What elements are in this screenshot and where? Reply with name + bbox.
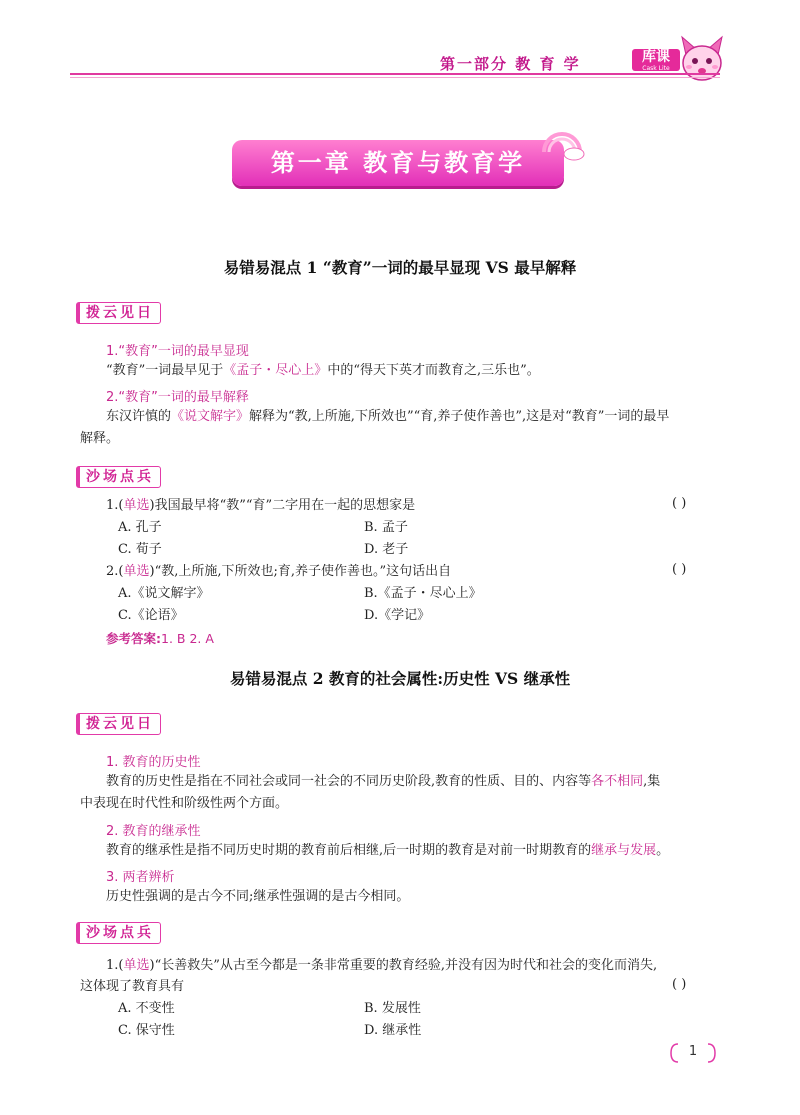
s2-point-3-heading: 3. 两者辨析	[106, 870, 175, 885]
tag-practice-2: 沙场点兵	[76, 922, 161, 944]
s1-point-2-text-line2: 解释。	[80, 431, 120, 446]
s2-q1-option-b: B. 发展性	[364, 1001, 421, 1016]
s2-p2-text: 教育的继承性是指不同历史时期的教育前后相继,后一时期的教育是对前一时期教育的	[106, 843, 592, 858]
q-type: 单选	[123, 958, 150, 973]
q-text: )“教,上所施,下所效也;育,养子使作善也。”这句话出自	[149, 564, 452, 579]
s2-question-1	[106, 956, 657, 976]
s2-p1-post: ,集	[643, 774, 661, 789]
s2-q1-option-a: A. 不变性	[118, 1001, 175, 1016]
s1-point-1-text	[106, 361, 540, 381]
q-type: 单选	[123, 498, 150, 513]
s2-point-1-heading: 1. 教育的历史性	[106, 755, 201, 770]
s2-p2-highlight: 继承与发展	[591, 843, 657, 858]
s1-p2-post: 解释为“教,上所施,下所效也”“育,养子使作善也”,这是对“教育”一词的最早	[249, 409, 670, 424]
s2-point-2-heading: 2. 教育的继承性	[106, 824, 201, 839]
tag-practice-1: 沙场点兵	[76, 466, 161, 488]
s1-q2-answer-blank: ( )	[672, 562, 687, 577]
running-header-title: 第一部分 教 育 学	[440, 55, 581, 73]
logo-subtext: Cask Lite	[642, 65, 670, 72]
logo-text: 库课	[642, 49, 670, 65]
s1-q2-option-a: A.《说文解字》	[118, 586, 210, 601]
s2-q1-answer-blank: ( )	[672, 977, 687, 992]
q-num: 1.(	[106, 958, 124, 973]
header-rule-thin	[70, 77, 720, 78]
s1-q1-answer-blank: ( )	[672, 496, 687, 511]
s1-q1-option-c: C. 荀子	[118, 542, 162, 557]
q-text: )我国最早将“教”“育”二字用在一起的思想家是	[149, 498, 416, 513]
s1-question-2	[106, 562, 451, 582]
tag-review-1: 拨云见日	[76, 302, 161, 324]
s1-p1-post: 中的“得天下英才而教育之,三乐也”。	[327, 363, 540, 378]
s1-q1-option-a: A. 孔子	[118, 520, 162, 535]
header-rule	[70, 73, 720, 75]
section-1-title: 易错易混点 1 “教育”一词的最早显现 VS 最早解释	[223, 258, 577, 277]
q-num: 2.(	[106, 564, 124, 579]
s1-point-2-text	[106, 407, 669, 427]
s2-p2-post: 。	[656, 843, 670, 858]
reference-answer	[106, 628, 214, 647]
s1-q2-option-b: B.《孟子・尽心上》	[364, 586, 482, 601]
s1-q2-option-c: C.《论语》	[118, 608, 184, 623]
tag-review-2: 拨云见日	[76, 713, 161, 735]
s1-point-1-heading: 1.“教育”一词的最早显现	[106, 344, 249, 359]
s2-p1-text: 教育的历史性是指在不同社会或同一社会的不同历史阶段,教育的性质、目的、内容等	[106, 774, 592, 789]
answer-text: 1. B 2. A	[161, 631, 214, 646]
rainbow-cloud-icon	[536, 124, 586, 164]
s1-p2-pre: 东汉许慎的	[106, 409, 172, 424]
s2-point-1-text	[106, 772, 660, 792]
s1-point-2-heading: 2.“教育”一词的最早解释	[106, 390, 249, 405]
answer-label: 参考答案:	[106, 631, 161, 646]
s2-p1-highlight: 各不相同	[591, 774, 644, 789]
q-num: 1.(	[106, 498, 124, 513]
s1-p2-highlight: 《说文解字》	[171, 409, 250, 424]
s2-point-2-text	[106, 841, 669, 861]
s1-q1-option-d: D. 老子	[364, 542, 409, 557]
s2-point-3-text: 历史性强调的是古今不同;继承性强调的是古今相同。	[106, 889, 410, 904]
q-text: )“长善救失”从古至今都是一条非常重要的教育经验,并没有因为时代和社会的变化而消失,	[149, 958, 658, 973]
s2-q1-option-d: D. 继承性	[364, 1023, 422, 1038]
s2-question-1-line2: 这体现了教育具有	[80, 979, 185, 994]
s2-point-1-text-line2: 中表现在时代性和阶级性两个方面。	[80, 796, 289, 811]
s1-question-1	[106, 496, 415, 516]
chapter-title: 第一章 教育与教育学	[232, 140, 564, 186]
brand-logo	[632, 49, 680, 71]
s1-p1-highlight: 《孟子・尽心上》	[223, 363, 328, 378]
s2-q1-option-c: C. 保守性	[118, 1023, 175, 1038]
section-2-title: 易错易混点 2 教育的社会属性:历史性 VS 继承性	[229, 669, 571, 688]
page-number: 1	[688, 1044, 698, 1059]
q-type: 单选	[123, 564, 150, 579]
s1-q1-option-b: B. 孟子	[364, 520, 408, 535]
s1-q2-option-d: D.《学记》	[364, 608, 431, 623]
s1-p1-pre: “教育”一词最早见于	[106, 363, 224, 378]
